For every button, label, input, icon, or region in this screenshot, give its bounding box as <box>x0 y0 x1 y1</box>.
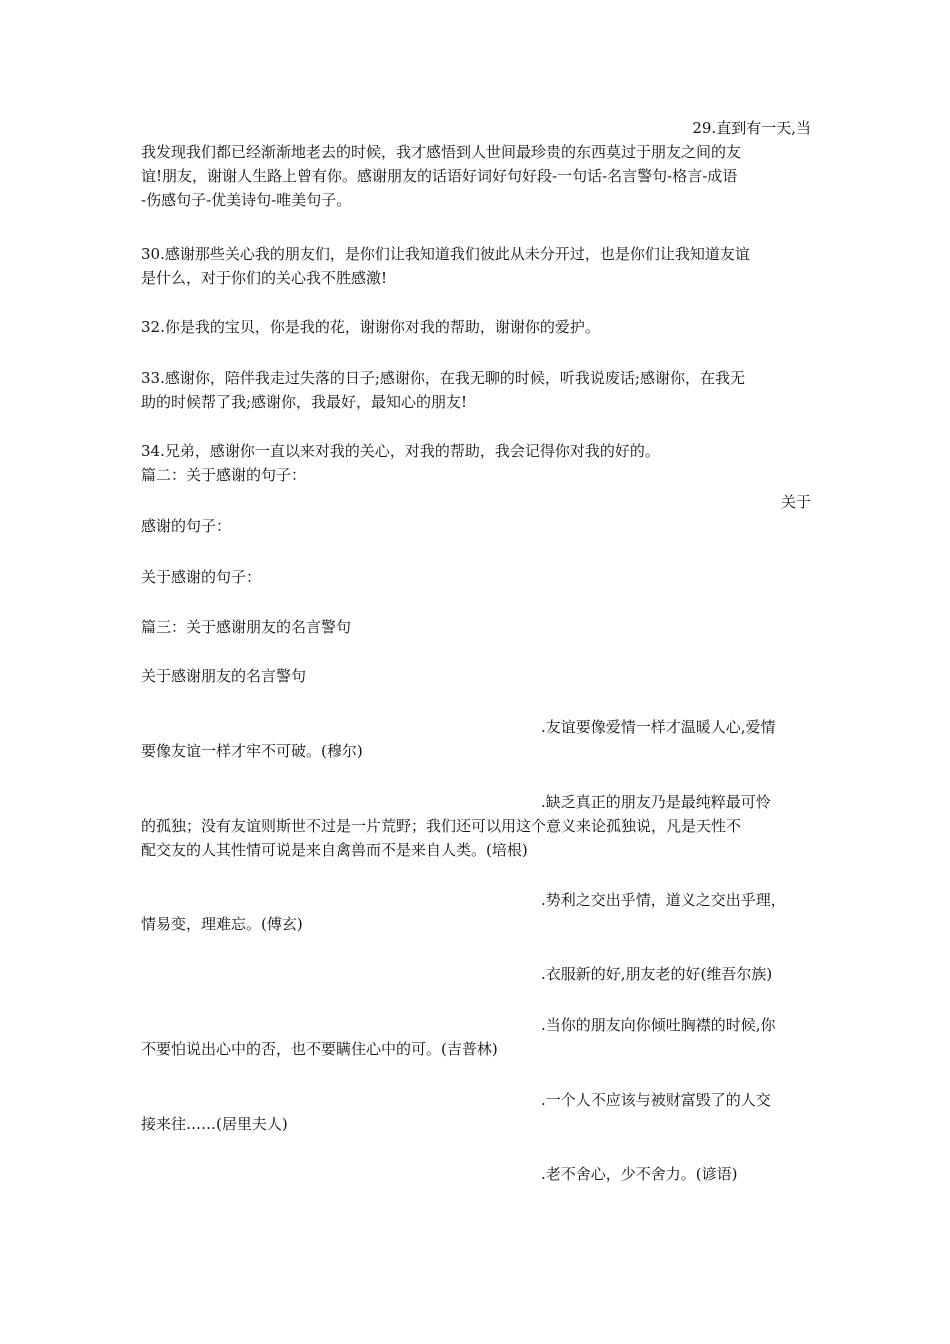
quote-3 <box>141 888 811 936</box>
text-line: .势利之交出乎情，道义之交出乎理， <box>541 891 786 909</box>
text-line: 要像友谊一样才牢不可破。(穆尔) <box>141 742 363 760</box>
text-line: 不要怕说出心中的否，也不要瞒住心中的可。(吉普林) <box>141 1040 498 1058</box>
text-line: 接来往……(居里夫人) <box>141 1115 288 1133</box>
text-line: 关于 <box>780 493 811 511</box>
section-title: 关于感谢朋友的名言警句 <box>141 667 307 685</box>
text-line: .友谊要像爱情一样才温暖人心,爱情 <box>541 718 776 736</box>
text-line: 配交友的人其性情可说是来自禽兽而不是来自人类。(培根) <box>141 841 528 859</box>
text-line: 32.你是我的宝贝，你是我的花，谢谢你对我的帮助，谢谢你的爱护。 <box>141 318 600 336</box>
text-line: .缺乏真正的朋友乃是最纯粹最可怜 <box>541 793 771 811</box>
quote-5 <box>141 1013 811 1061</box>
quote-7 <box>141 1162 811 1186</box>
section-3-heading <box>141 615 811 639</box>
text-line: 谊!朋友，谢谢人生路上曾有你。感谢朋友的话语好词好句好段-一句话-名言警句-格言-成语 <box>141 167 738 185</box>
quote-2 <box>141 790 811 862</box>
quote-6 <box>141 1088 811 1136</box>
paragraph-29 <box>141 116 811 212</box>
paragraph-32 <box>141 315 811 339</box>
text-line: 关于感谢的句子： <box>141 568 262 586</box>
text-line: 30.感谢那些关心我的朋友们，是你们让我知道我们彼此从未分开过，也是你们让我知道友谊 <box>141 245 750 263</box>
text-line: 29.直到有一天,当 <box>692 119 811 137</box>
section-heading: 篇三：关于感谢朋友的名言警句 <box>141 618 352 636</box>
text-line: .当你的朋友向你倾吐胸襟的时候,你 <box>541 1016 776 1034</box>
text-line: 33.感谢你，陪伴我走过失落的日子;感谢你，在我无聊的时候，听我说废话;感谢你，在我无 <box>141 369 745 387</box>
section-3-title <box>141 664 811 688</box>
text-line: 的孤独；没有友谊则斯世不过是一片荒野；我们还可以用这个意义来论孤独说，凡是天性不 <box>141 817 742 835</box>
text-line: -伤感句子-优美诗句-唯美句子。 <box>141 191 352 209</box>
paragraph-30 <box>141 242 811 290</box>
text-line: 感谢的句子： <box>141 517 232 535</box>
text-line: 34.兄弟，感谢你一直以来对我的关心，对我的帮助，我会记得你对我的好的。 <box>141 442 660 460</box>
quote-4 <box>141 962 811 986</box>
text-line: 助的时候帮了我;感谢你，我最好，最知心的朋友! <box>141 393 468 411</box>
text-line: 我发现我们都已经渐渐地老去的时候，我才感悟到人世间最珍贵的东西莫过于朋友之间的友 <box>141 143 742 161</box>
quote-1 <box>141 715 811 763</box>
section-heading: 篇二：关于感谢的句子： <box>141 466 307 484</box>
text-line: .衣服新的好,朋友老的好(维吾尔族) <box>541 965 773 983</box>
paragraph-33 <box>141 366 811 414</box>
text-line: 是什么，对于你们的关心我不胜感激! <box>141 269 388 287</box>
paragraph-34 <box>141 439 811 487</box>
text-line: .老不舍心，少不舍力。(谚语) <box>541 1165 738 1183</box>
paragraph-repeat <box>141 565 811 589</box>
text-line: 情易变，理难忘。(傅玄) <box>141 915 303 933</box>
paragraph-guanyu <box>141 490 811 538</box>
text-line: .一个人不应该与被财富毁了的人交 <box>541 1091 771 1109</box>
